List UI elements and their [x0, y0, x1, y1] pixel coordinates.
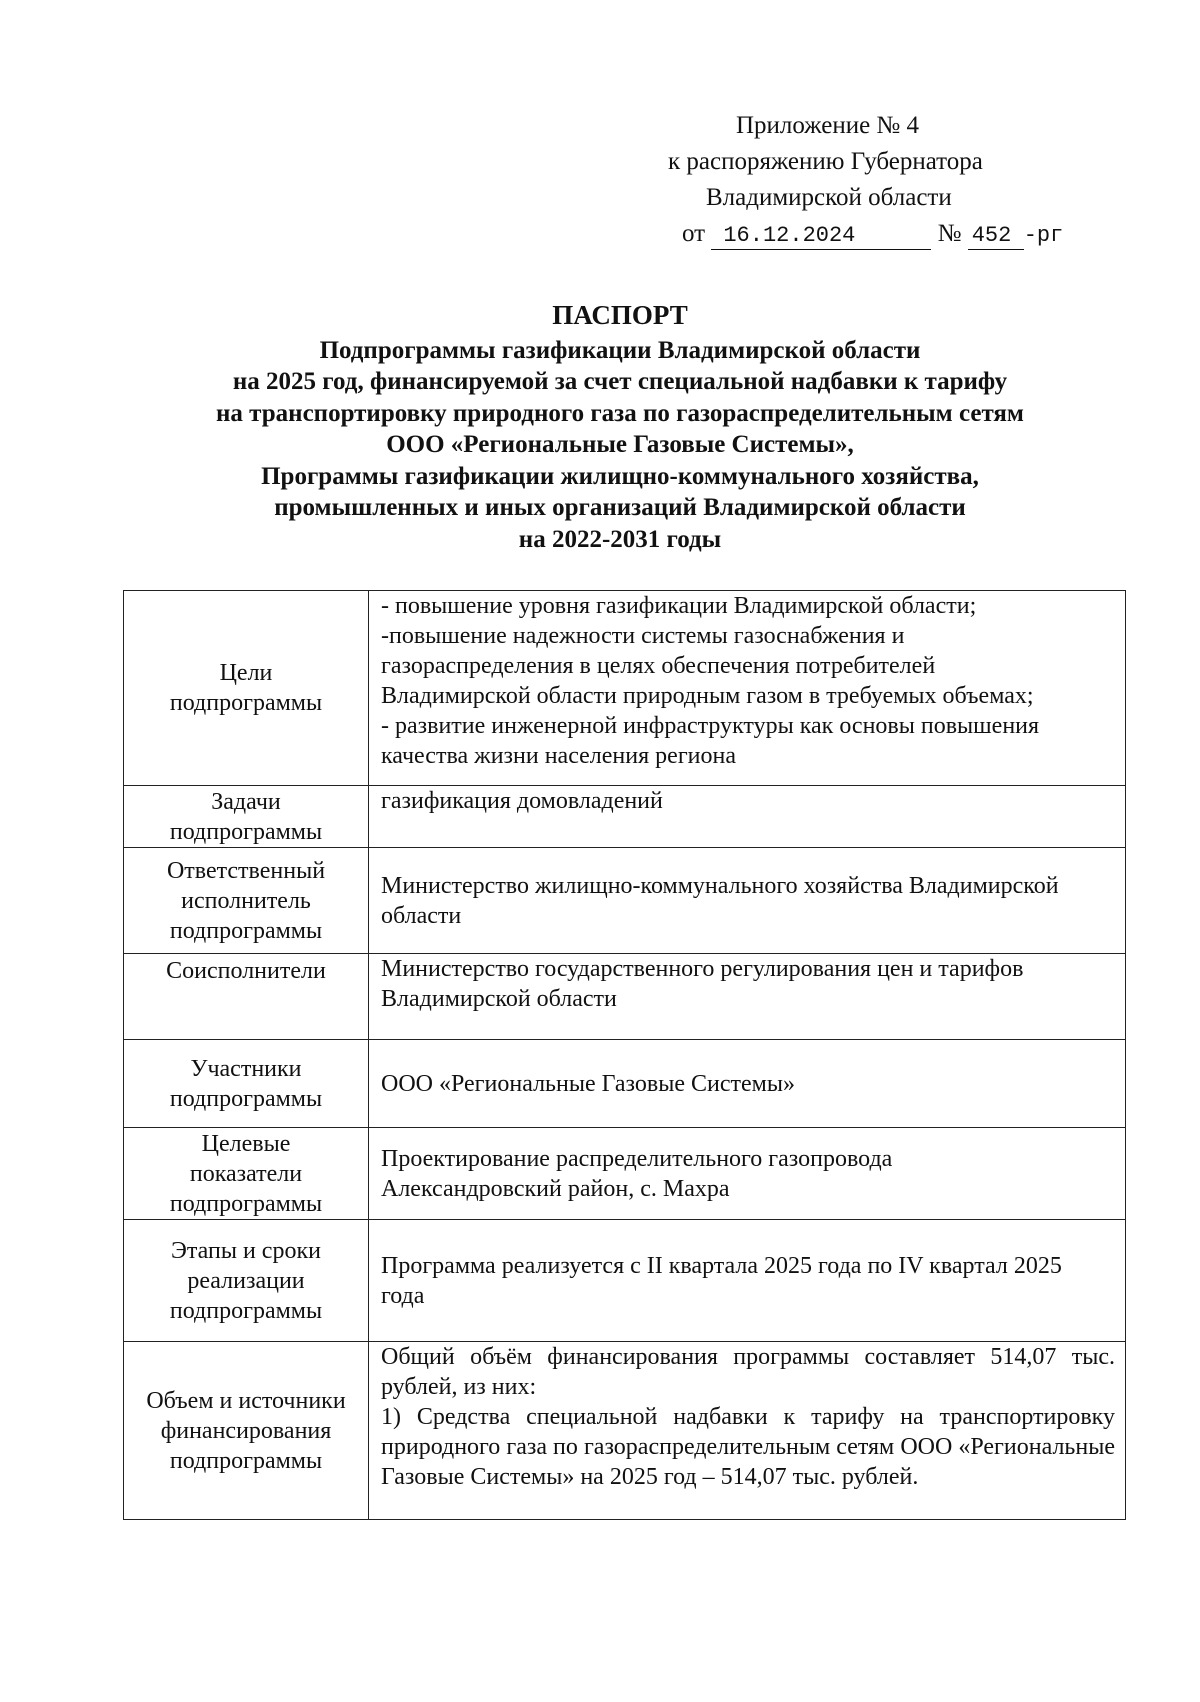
table-row-responsible: [124, 848, 1126, 954]
row-label: Объем и источники финансирования подпрограммы: [146, 1387, 346, 1474]
row-label-cell: [124, 954, 369, 1040]
date-prefix: от: [682, 220, 706, 247]
row-value-cell: [369, 954, 1126, 1040]
row-label-cell: [124, 848, 369, 954]
table-row-coexecutors: [124, 954, 1126, 1040]
appendix-order-reference: к распоряжению Губернатора: [668, 148, 983, 175]
row-value-cell: [369, 591, 1126, 786]
table-row-stages: [124, 1220, 1126, 1342]
row-value-cell: [369, 786, 1126, 848]
passport-table: [123, 590, 1126, 1520]
row-label: Задачи подпрограммы: [169, 788, 323, 845]
title-line: на транспортировку природного газа по газораспределительным сетям: [216, 399, 1024, 427]
table-row-participants: [124, 1040, 1126, 1128]
table-row-funding: [124, 1342, 1126, 1520]
row-value-cell: [369, 1128, 1126, 1220]
row-value-cell: [369, 1040, 1126, 1128]
title-line: ООО «Региональные Газовые Системы»,: [386, 431, 854, 458]
appendix-date-number-line: [600, 216, 1120, 254]
funding-total-paragraph: Общий объём финансирования программы составляет 514,07 тыс. рублей, из них:: [381, 1344, 1115, 1400]
order-date: 16.12.2024: [711, 223, 931, 250]
table-row-goals: [124, 591, 1126, 786]
row-label: Этапы и сроки реализации подпрограммы: [169, 1237, 323, 1324]
row-value-cell: [369, 1220, 1126, 1342]
row-label: Цели подпрограммы: [169, 660, 323, 716]
appendix-header: [600, 108, 1120, 254]
row-label-cell: [124, 1128, 369, 1220]
row-value: ООО «Региональные Газовые Системы»: [381, 1070, 795, 1097]
row-label: Участники подпрограммы: [169, 1055, 323, 1112]
row-value-cell: [369, 848, 1126, 954]
row-label: Ответственный исполнитель подпрограммы: [166, 857, 326, 944]
row-label-cell: [124, 1342, 369, 1520]
title-line: промышленных и иных организаций Владимирской области: [274, 494, 966, 521]
document-title: [120, 300, 1120, 555]
title-line: на 2025 год, финансируемой за счет специальной надбавки к тарифу: [232, 368, 1008, 395]
row-label-cell: [124, 1220, 369, 1342]
row-label: Целевые показатели подпрограммы: [169, 1130, 323, 1217]
row-value: газификация домовладений: [381, 788, 663, 814]
row-value: Программа реализуется с II квартала 2025 года по IV квартал 2025 года: [381, 1252, 1062, 1309]
row-label: Соисполнители: [166, 958, 326, 984]
appendix-region: Владимирской области: [706, 184, 952, 211]
row-label-cell: [124, 786, 369, 848]
title-line: Подпрограммы газификации Владимирской области: [319, 336, 921, 364]
passport-heading: ПАСПОРТ: [552, 300, 688, 330]
row-label-cell: [124, 591, 369, 786]
row-value: Проектирование распределительного газопровода Александровский район, с. Махра: [381, 1145, 893, 1202]
order-number-suffix: -рг: [1023, 223, 1064, 248]
appendix-number: Приложение № 4: [736, 112, 920, 139]
table-row-tasks: [124, 786, 1126, 848]
row-value-cell: [369, 1342, 1126, 1520]
number-prefix: №: [937, 220, 962, 247]
title-line: Программы газификации жилищно-коммунального хозяйства,: [261, 462, 979, 490]
row-value: Министерство жилищно-коммунального хозяйства Владимирской области: [381, 872, 1059, 929]
row-label-cell: [124, 1040, 369, 1128]
row-value: - повышение уровня газификации Владимирской области; -повышение надежности системы газоснабжения и газораспределения в целях обеспечения потребителей Владимирской области природным газом в требуемых объемах; - развитие инженерной инфраструктуры как основы повышения качества жизни населения региона: [381, 593, 1040, 769]
title-line: на 2022-2031 годы: [518, 525, 722, 553]
row-value: Министерство государственного регулирования цен и тарифов Владимирской области: [381, 956, 1024, 1012]
table-row-indicators: [124, 1128, 1126, 1220]
order-number: 452: [968, 223, 1024, 250]
funding-source-paragraph: 1) Средства специальной надбавки к тарифу на транспортировку природного газа по газораспределительным сетям ООО «Региональные Газовые Системы» на 2025 год – 514,07 тыс. рублей.: [381, 1404, 1115, 1490]
